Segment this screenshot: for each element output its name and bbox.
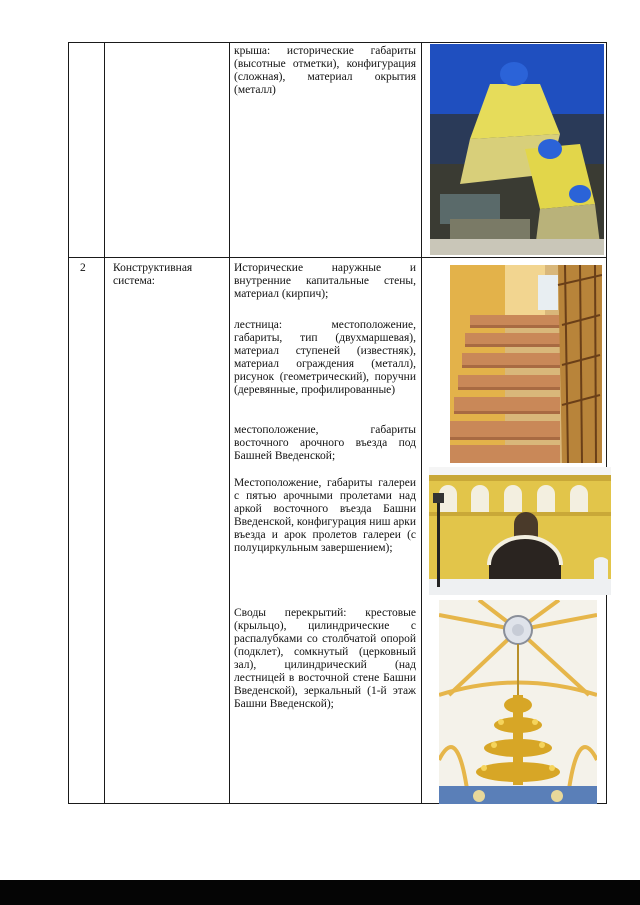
scan-bottom-edge [0, 880, 640, 905]
table-border-left [68, 42, 69, 804]
table-col-divider-1 [104, 42, 105, 804]
roof-photo [430, 44, 604, 255]
east-entrance-description: местоположение, габариты восточного арочного въезда под Башней Введенской; [234, 424, 416, 462]
vaults-description: Своды перекрытий: крестовые (крыльцо), цилиндрические с распалубками со столбчатой опорой (подклет), сомкнутый (церковный зал), цилиндрический (над лестницей в восточной стене Башни Введенской), зеркальный (1-й этаж Башни Введенской); [234, 607, 416, 710]
table-border-right [606, 42, 607, 804]
row-number: 2 [80, 262, 86, 274]
staircase-photo [450, 265, 602, 463]
table-border-top [68, 42, 607, 43]
vault-chandelier-photo [439, 600, 597, 804]
table-col-divider-3 [421, 42, 422, 804]
table-row-divider [68, 257, 607, 258]
row-title: Конструктивная система: [113, 262, 193, 287]
gallery-arch-photo [429, 467, 611, 595]
roof-description: крыша: исторические габариты (высотные отметки), конфигурация (сложная), материал окрытия (металл) [234, 45, 416, 96]
gallery-description: Местоположение, габариты галереи с пятью арочными пролетами над аркой восточного въезда Башни Введенской, конфигурация ниш арки въезда и арок пролетов галереи (с полуциркульным завершением); [234, 477, 416, 554]
table-col-divider-2 [229, 42, 230, 804]
staircase-description: лестница: местоположение, габариты, тип (двухмаршевая), материал ступеней (известняк), материал ограждения (металл), рисунок (геометрический), поручни (деревянные, профилированные) [234, 319, 416, 396]
walls-description: Исторические наружные и внутренние капитальные стены, материал (кирпич); [234, 262, 416, 300]
